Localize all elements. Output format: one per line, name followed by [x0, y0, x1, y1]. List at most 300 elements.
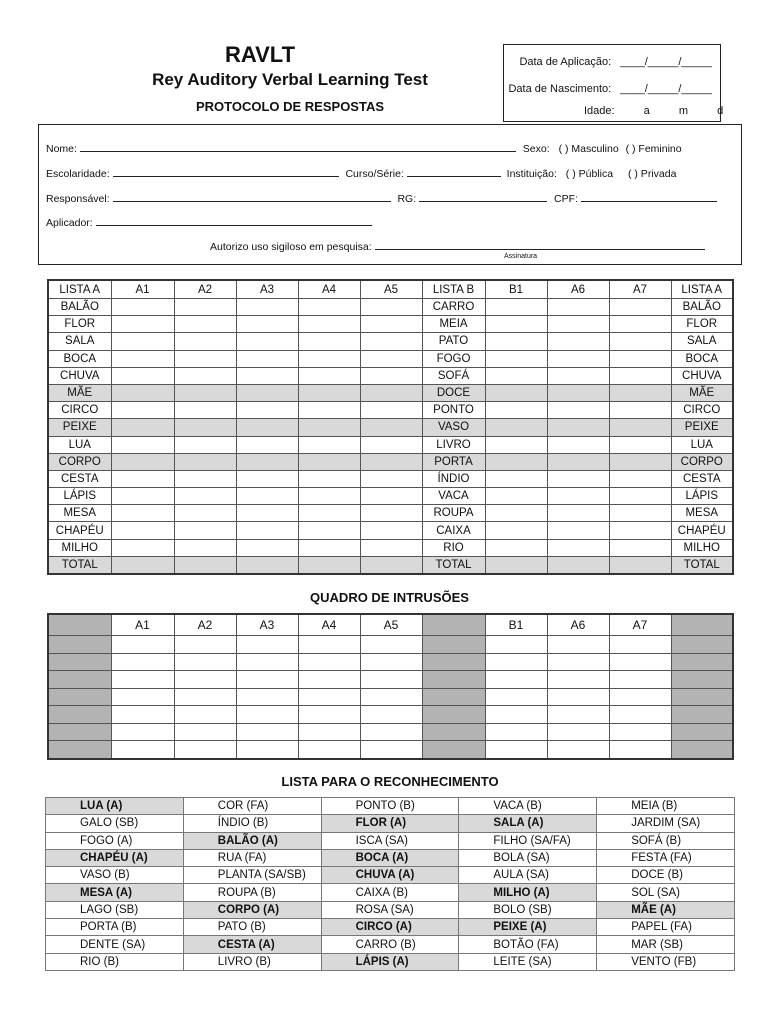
intrusion-cell[interactable] — [485, 688, 547, 706]
intrusion-cell[interactable] — [236, 741, 298, 759]
intrusion-cell[interactable] — [485, 706, 547, 724]
list-b-word: PORTA — [422, 453, 485, 470]
intrusion-cell[interactable] — [609, 671, 671, 689]
intrusion-cell[interactable] — [360, 723, 422, 741]
response-cell[interactable] — [174, 470, 236, 487]
column-header: B1 — [485, 280, 547, 299]
response-cell[interactable] — [485, 470, 547, 487]
response-cell[interactable] — [236, 539, 298, 556]
recognition-word[interactable]: PORTA (B) — [46, 919, 184, 936]
applicator-field[interactable] — [96, 216, 372, 226]
total-cell[interactable] — [111, 556, 174, 574]
intrusion-cell[interactable] — [236, 671, 298, 689]
response-cell[interactable] — [609, 539, 671, 556]
response-cell[interactable] — [609, 470, 671, 487]
recognition-row — [46, 953, 735, 970]
recognition-word[interactable]: LEITE (SA) — [459, 953, 597, 970]
recognition-word[interactable]: CIRCO (A) — [321, 919, 459, 936]
patient-info-box — [38, 124, 742, 265]
recognition-word[interactable]: MESA (A) — [46, 884, 184, 901]
response-cell[interactable] — [360, 316, 422, 333]
intrusions-column-header: A7 — [609, 614, 671, 636]
sex-option-male[interactable]: ( ) Masculino — [558, 143, 619, 155]
response-cell[interactable] — [298, 402, 360, 419]
course-field[interactable] — [407, 167, 501, 177]
response-cell[interactable] — [609, 367, 671, 384]
response-cell[interactable] — [360, 522, 422, 539]
response-cell[interactable] — [485, 333, 547, 350]
age-unit-years: a — [643, 105, 650, 117]
intrusion-cell[interactable] — [298, 671, 360, 689]
intrusion-cell[interactable] — [547, 636, 609, 654]
response-cell[interactable] — [360, 419, 422, 436]
response-cell[interactable] — [298, 436, 360, 453]
response-cell[interactable] — [547, 299, 609, 316]
recognition-word[interactable]: CESTA (A) — [183, 936, 321, 953]
recognition-word[interactable]: ROUPA (B) — [183, 884, 321, 901]
recognition-word[interactable]: CARRO (B) — [321, 936, 459, 953]
response-cell[interactable] — [609, 488, 671, 505]
response-cell[interactable] — [111, 539, 174, 556]
total-cell[interactable] — [174, 556, 236, 574]
table-row — [48, 539, 733, 556]
intrusion-cell[interactable] — [609, 741, 671, 759]
intrusion-cell[interactable] — [111, 653, 174, 671]
intrusion-cell[interactable] — [174, 636, 236, 654]
response-cell[interactable] — [236, 384, 298, 401]
intrusion-cell[interactable] — [298, 636, 360, 654]
response-cell[interactable] — [547, 470, 609, 487]
recognition-word[interactable]: BOTÃO (FA) — [459, 936, 597, 953]
intrusion-cell[interactable] — [298, 706, 360, 724]
response-cell[interactable] — [174, 367, 236, 384]
recognition-word[interactable]: BOLA (SA) — [459, 849, 597, 866]
intrusion-cell[interactable] — [174, 688, 236, 706]
response-cell[interactable] — [547, 453, 609, 470]
response-cell[interactable] — [298, 470, 360, 487]
recognition-word[interactable]: SOL (SA) — [597, 884, 735, 901]
recognition-word[interactable]: LÁPIS (A) — [321, 953, 459, 970]
response-cell[interactable] — [609, 505, 671, 522]
birth-date-field[interactable]: ____/_____/_____ — [620, 83, 712, 95]
response-cell[interactable] — [360, 436, 422, 453]
response-cell[interactable] — [360, 333, 422, 350]
intrusion-cell[interactable] — [485, 636, 547, 654]
institution-option-private[interactable]: ( ) Privada — [627, 168, 677, 180]
response-cell[interactable] — [360, 470, 422, 487]
response-cell[interactable] — [174, 453, 236, 470]
recognition-word[interactable]: PATO (B) — [183, 919, 321, 936]
response-cell[interactable] — [360, 402, 422, 419]
intrusion-cell[interactable] — [547, 671, 609, 689]
intrusion-cell[interactable] — [547, 653, 609, 671]
shaded-cell — [671, 688, 733, 706]
response-cell[interactable] — [111, 350, 174, 367]
response-cell[interactable] — [236, 453, 298, 470]
response-cell[interactable] — [609, 350, 671, 367]
recognition-word[interactable]: FILHO (SA/FA) — [459, 832, 597, 849]
learning-trials-table — [47, 279, 734, 575]
response-cell[interactable] — [547, 350, 609, 367]
total-cell[interactable] — [609, 556, 671, 574]
cpf-field[interactable] — [581, 192, 717, 202]
list-b-word: ROUPA — [422, 505, 485, 522]
response-cell[interactable] — [298, 316, 360, 333]
column-header: A2 — [174, 280, 236, 299]
response-cell[interactable] — [174, 350, 236, 367]
intrusions-column-header: A3 — [236, 614, 298, 636]
response-cell[interactable] — [360, 367, 422, 384]
intrusion-cell[interactable] — [111, 671, 174, 689]
response-cell[interactable] — [236, 367, 298, 384]
intrusion-cell[interactable] — [236, 653, 298, 671]
response-cell[interactable] — [111, 470, 174, 487]
intrusion-cell[interactable] — [174, 671, 236, 689]
total-cell[interactable] — [298, 556, 360, 574]
response-cell[interactable] — [174, 299, 236, 316]
response-cell[interactable] — [547, 436, 609, 453]
response-cell[interactable] — [609, 453, 671, 470]
response-cell[interactable] — [360, 299, 422, 316]
response-cell[interactable] — [485, 299, 547, 316]
response-cell[interactable] — [298, 539, 360, 556]
intrusion-cell[interactable] — [485, 741, 547, 759]
shaded-cell — [671, 706, 733, 724]
table-row — [48, 367, 733, 384]
page-title: RAVLT — [224, 42, 296, 67]
recognition-word[interactable]: CAIXA (B) — [321, 884, 459, 901]
response-cell[interactable] — [609, 436, 671, 453]
recognition-word[interactable]: PLANTA (SA/SB) — [183, 867, 321, 884]
recognition-word[interactable]: BOLO (SB) — [459, 901, 597, 918]
recognition-word[interactable]: CORPO (A) — [183, 901, 321, 918]
response-cell[interactable] — [298, 367, 360, 384]
response-cell[interactable] — [485, 350, 547, 367]
response-cell[interactable] — [485, 436, 547, 453]
recognition-word[interactable]: CHUVA (A) — [321, 867, 459, 884]
response-cell[interactable] — [547, 522, 609, 539]
recognition-word[interactable]: LUA (A) — [46, 798, 184, 815]
recognition-word[interactable]: PAPEL (FA) — [597, 919, 735, 936]
recognition-word[interactable]: ROSA (SA) — [321, 901, 459, 918]
list-a-word: MÃE — [48, 384, 111, 401]
intrusions-row — [48, 671, 733, 689]
intrusion-cell[interactable] — [360, 636, 422, 654]
education-field[interactable] — [113, 167, 339, 177]
column-header: LISTA A — [671, 280, 733, 299]
intrusion-cell[interactable] — [360, 671, 422, 689]
response-cell[interactable] — [298, 333, 360, 350]
shaded-cell — [48, 636, 111, 654]
response-cell[interactable] — [547, 402, 609, 419]
response-cell[interactable] — [485, 316, 547, 333]
column-header: LISTA A — [48, 280, 111, 299]
response-cell[interactable] — [236, 350, 298, 367]
response-cell[interactable] — [547, 419, 609, 436]
total-row — [48, 556, 733, 574]
response-cell[interactable] — [609, 384, 671, 401]
name-label: Nome: — [46, 143, 77, 155]
intrusion-cell[interactable] — [547, 741, 609, 759]
application-date-label: Data de Aplicação: — [519, 56, 612, 68]
course-label: Curso/Série: — [345, 168, 404, 180]
list-a-word: BOCA — [48, 350, 111, 367]
response-cell[interactable] — [236, 470, 298, 487]
recognition-word[interactable]: CHAPÉU (A) — [46, 849, 184, 866]
recognition-word[interactable]: VENTO (FB) — [597, 953, 735, 970]
response-cell[interactable] — [111, 316, 174, 333]
response-cell[interactable] — [360, 488, 422, 505]
list-a-word: BALÃO — [671, 299, 733, 316]
list-b-word: RIO — [422, 539, 485, 556]
response-cell[interactable] — [609, 522, 671, 539]
list-a-word: CHUVA — [48, 367, 111, 384]
recognition-word[interactable]: MEIA (B) — [597, 798, 735, 815]
response-cell[interactable] — [111, 436, 174, 453]
intrusion-cell[interactable] — [236, 706, 298, 724]
response-cell[interactable] — [547, 333, 609, 350]
intrusion-cell[interactable] — [360, 688, 422, 706]
table-row — [48, 316, 733, 333]
recognition-word[interactable]: FESTA (FA) — [597, 849, 735, 866]
response-cell[interactable] — [547, 539, 609, 556]
recognition-word[interactable]: VASO (B) — [46, 867, 184, 884]
intrusion-cell[interactable] — [298, 688, 360, 706]
recognition-row — [46, 936, 735, 953]
response-cell[interactable] — [236, 316, 298, 333]
education-label: Escolaridade: — [46, 168, 110, 180]
response-cell[interactable] — [174, 316, 236, 333]
list-a-word: FLOR — [671, 316, 733, 333]
response-cell[interactable] — [360, 350, 422, 367]
response-cell[interactable] — [236, 505, 298, 522]
response-cell[interactable] — [609, 419, 671, 436]
recognition-word[interactable]: DOCE (B) — [597, 867, 735, 884]
response-cell[interactable] — [111, 505, 174, 522]
age-unit-months: m — [678, 105, 689, 117]
total-cell[interactable] — [360, 556, 422, 574]
sex-label: Sexo: — [522, 143, 550, 155]
intrusion-cell[interactable] — [298, 741, 360, 759]
response-cell[interactable] — [174, 436, 236, 453]
response-cell[interactable] — [111, 453, 174, 470]
response-cell[interactable] — [298, 299, 360, 316]
intrusion-cell[interactable] — [547, 688, 609, 706]
list-a-word: CHAPÉU — [671, 522, 733, 539]
response-cell[interactable] — [111, 367, 174, 384]
recognition-word[interactable]: ÍNDIO (B) — [183, 815, 321, 832]
response-cell[interactable] — [485, 539, 547, 556]
response-cell[interactable] — [298, 505, 360, 522]
intrusion-cell[interactable] — [485, 671, 547, 689]
response-cell[interactable] — [174, 333, 236, 350]
response-cell[interactable] — [298, 453, 360, 470]
page-subtitle: Rey Auditory Verbal Learning Test — [152, 70, 428, 89]
response-cell[interactable] — [236, 402, 298, 419]
recognition-row — [46, 849, 735, 866]
name-field[interactable] — [80, 142, 516, 152]
intrusion-cell[interactable] — [174, 653, 236, 671]
response-cell[interactable] — [360, 505, 422, 522]
intrusion-cell[interactable] — [174, 723, 236, 741]
sex-option-female[interactable]: ( ) Feminino — [625, 143, 682, 155]
response-cell[interactable] — [360, 453, 422, 470]
recognition-word[interactable]: RIO (B) — [46, 953, 184, 970]
response-cell[interactable] — [298, 488, 360, 505]
response-cell[interactable] — [298, 419, 360, 436]
response-cell[interactable] — [298, 522, 360, 539]
response-cell[interactable] — [547, 505, 609, 522]
response-cell[interactable] — [485, 453, 547, 470]
response-cell[interactable] — [236, 488, 298, 505]
response-cell[interactable] — [609, 402, 671, 419]
recognition-word[interactable]: SOFÁ (B) — [597, 832, 735, 849]
table-row — [48, 419, 733, 436]
intrusion-cell[interactable] — [236, 688, 298, 706]
response-cell[interactable] — [111, 402, 174, 419]
shaded-cell — [671, 671, 733, 689]
intrusion-cell[interactable] — [609, 636, 671, 654]
recognition-word[interactable]: FOGO (A) — [46, 832, 184, 849]
shaded-cell — [671, 636, 733, 654]
column-header: A7 — [609, 280, 671, 299]
recognition-word[interactable]: RUA (FA) — [183, 849, 321, 866]
response-cell[interactable] — [174, 488, 236, 505]
response-cell[interactable] — [547, 367, 609, 384]
response-cell[interactable] — [236, 419, 298, 436]
response-cell[interactable] — [111, 522, 174, 539]
total-cell[interactable] — [236, 556, 298, 574]
application-date-field[interactable]: ____/_____/_____ — [620, 56, 712, 68]
recognition-word[interactable]: BALÃO (A) — [183, 832, 321, 849]
response-cell[interactable] — [111, 333, 174, 350]
response-cell[interactable] — [485, 488, 547, 505]
response-cell[interactable] — [485, 402, 547, 419]
recognition-word[interactable]: VACA (B) — [459, 798, 597, 815]
intrusion-cell[interactable] — [174, 706, 236, 724]
response-cell[interactable] — [360, 384, 422, 401]
institution-option-public[interactable]: ( ) Pública — [565, 168, 614, 180]
intrusion-cell[interactable] — [298, 653, 360, 671]
responsible-field[interactable] — [113, 192, 391, 202]
recognition-word[interactable]: MÃE (A) — [597, 901, 735, 918]
intrusion-cell[interactable] — [236, 636, 298, 654]
response-cell[interactable] — [236, 436, 298, 453]
response-cell[interactable] — [174, 384, 236, 401]
response-cell[interactable] — [485, 367, 547, 384]
list-a-word: CESTA — [671, 470, 733, 487]
response-cell[interactable] — [174, 419, 236, 436]
response-cell[interactable] — [485, 522, 547, 539]
response-cell[interactable] — [298, 384, 360, 401]
table-row — [48, 453, 733, 470]
response-cell[interactable] — [609, 299, 671, 316]
recognition-word[interactable]: JARDIM (SA) — [597, 815, 735, 832]
intrusion-cell[interactable] — [547, 723, 609, 741]
intrusion-cell[interactable] — [485, 653, 547, 671]
response-cell[interactable] — [174, 539, 236, 556]
response-cell[interactable] — [236, 333, 298, 350]
recognition-word[interactable]: LIVRO (B) — [183, 953, 321, 970]
intrusion-cell[interactable] — [174, 741, 236, 759]
intrusion-cell[interactable] — [609, 723, 671, 741]
response-cell[interactable] — [174, 522, 236, 539]
recognition-word[interactable]: GALO (SB) — [46, 815, 184, 832]
list-b-word: CARRO — [422, 299, 485, 316]
intrusion-cell[interactable] — [298, 723, 360, 741]
response-cell[interactable] — [547, 316, 609, 333]
recognition-word[interactable]: ISCA (SA) — [321, 832, 459, 849]
signature-field[interactable] — [375, 240, 705, 250]
intrusion-cell[interactable] — [360, 706, 422, 724]
response-cell[interactable] — [236, 299, 298, 316]
response-cell[interactable] — [111, 299, 174, 316]
total-cell[interactable] — [485, 556, 547, 574]
intrusion-cell[interactable] — [609, 653, 671, 671]
intrusion-cell[interactable] — [609, 706, 671, 724]
recognition-word[interactable]: MILHO (A) — [459, 884, 597, 901]
intrusions-row — [48, 688, 733, 706]
response-cell[interactable] — [111, 488, 174, 505]
intrusion-cell[interactable] — [609, 688, 671, 706]
intrusions-column-header: A5 — [360, 614, 422, 636]
response-cell[interactable] — [485, 384, 547, 401]
recognition-word[interactable]: SALA (A) — [459, 815, 597, 832]
total-cell[interactable] — [547, 556, 609, 574]
response-cell[interactable] — [609, 316, 671, 333]
response-cell[interactable] — [609, 333, 671, 350]
recognition-row — [46, 901, 735, 918]
intrusion-cell[interactable] — [111, 688, 174, 706]
recognition-word[interactable]: LAGO (SB) — [46, 901, 184, 918]
recognition-word[interactable]: COR (FA) — [183, 798, 321, 815]
response-cell[interactable] — [298, 350, 360, 367]
recognition-word[interactable]: BOCA (A) — [321, 849, 459, 866]
shaded-cell — [671, 653, 733, 671]
recognition-word[interactable]: PEIXE (A) — [459, 919, 597, 936]
intrusion-cell[interactable] — [111, 741, 174, 759]
response-cell[interactable] — [547, 384, 609, 401]
intrusion-cell[interactable] — [485, 723, 547, 741]
recognition-word[interactable]: DENTE (SA) — [46, 936, 184, 953]
response-cell[interactable] — [485, 505, 547, 522]
response-cell[interactable] — [111, 419, 174, 436]
recognition-word[interactable]: FLOR (A) — [321, 815, 459, 832]
recognition-word[interactable]: AULA (SA) — [459, 867, 597, 884]
list-b-word: SOFÁ — [422, 367, 485, 384]
rg-field[interactable] — [419, 192, 547, 202]
intrusion-cell[interactable] — [360, 653, 422, 671]
date-box — [503, 44, 724, 122]
response-cell[interactable] — [360, 539, 422, 556]
response-cell[interactable] — [236, 522, 298, 539]
intrusion-cell[interactable] — [111, 723, 174, 741]
intrusion-cell[interactable] — [236, 723, 298, 741]
recognition-word[interactable]: PONTO (B) — [321, 798, 459, 815]
intrusion-cell[interactable] — [111, 706, 174, 724]
response-cell[interactable] — [547, 488, 609, 505]
intrusion-cell[interactable] — [111, 636, 174, 654]
response-cell[interactable] — [485, 419, 547, 436]
recognition-word[interactable]: MAR (SB) — [597, 936, 735, 953]
intrusion-cell[interactable] — [360, 741, 422, 759]
list-a-word: SALA — [671, 333, 733, 350]
response-cell[interactable] — [174, 402, 236, 419]
response-cell[interactable] — [111, 384, 174, 401]
response-cell[interactable] — [174, 505, 236, 522]
intrusion-cell[interactable] — [547, 706, 609, 724]
table-row — [48, 384, 733, 401]
